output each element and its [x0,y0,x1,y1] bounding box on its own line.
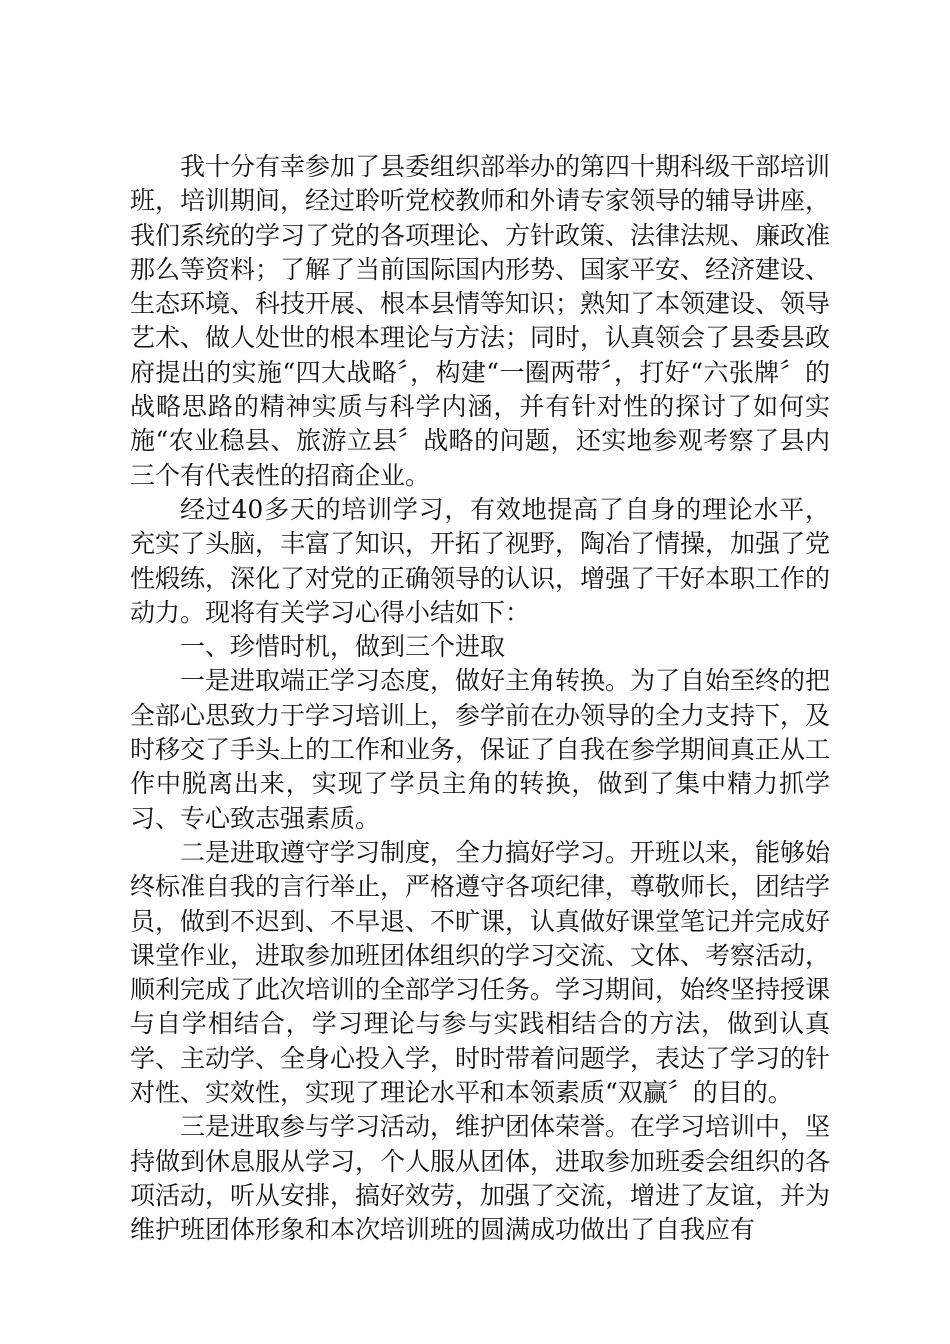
paragraph-point-3: 三是进取参与学习活动，维护团体荣誉。在学习培训中，坚持做到休息服从学习，个人服从团体，进取参加班委会组织的各项活动，听从安排，搞好效劳，加强了交流，增进了友谊，并为维护班团体形象和本次培训班的圆满成功做出了自我应有 [130,1112,831,1245]
paragraph-point-1: 一是进取端正学习态度，做好主角转换。为了自始至终的把全部心思致力于学习培训上，参学前在办领导的全力支持下，及时移交了手头上的工作和业务，保证了自我在参学期间真正从工作中脱离出来，实现了学员主角的转换，做到了集中精力抓学习、专心致志强素质。 [130,666,831,833]
paragraph-summary: 经过40多天的培训学习，有效地提高了自身的理论水平，充实了头脑，丰富了知识，开拓了视野，陶冶了情操，加强了党性煅练，深化了对党的正确领导的认识，增强了干好本职工作的动力。现将有关学习心得小结如下： [130,494,831,627]
paragraph-intro: 我十分有幸参加了县委组织部举办的第四十期科级干部培训班，培训期间，经过聆听党校教师和外请专家领导的辅导讲座，我们系统的学习了党的各项理论、方针政策、法律法规、廉政准那么等资料；了解了当前国际国内形势、国家平安、经济建设、生态环境、科技开展、根本县情等知识；熟知了本领建设、领导艺术、做人处世的根本理论与方法；同时，认真领会了县委县政府提出的实施“四大战略〞，构建“一圈两带〞，打好“六张牌〞的战略思路的精神实质与科学内涵，并有针对性的探讨了如何实施“农业稳县、旅游立县〞战略的问题，还实地参观考察了县内三个有代表性的招商企业。 [130,152,831,490]
paragraph-point-2: 二是进取遵守学习制度，全力搞好学习。开班以来，能够始终标准自我的言行举止，严格遵守各项纪律，尊敬师长，团结学员，做到不迟到、不早退、不旷课，认真做好课堂笔记并完成好课堂作业，进取参加班团体组织的学习交流、文体、考察活动，顺利完成了此次培训的全部学习任务。学习期间，始终坚持授课与自学相结合，学习理论与参与实践相结合的方法，做到认真学、主动学、全身心投入学，时时带着问题学，表达了学习的针对性、实效性，实现了理论水平和本领素质“双赢〞的目的。 [130,837,831,1108]
section-heading-1: 一、珍惜时机，做到三个进取 [180,632,506,662]
document-body [130,150,830,1248]
